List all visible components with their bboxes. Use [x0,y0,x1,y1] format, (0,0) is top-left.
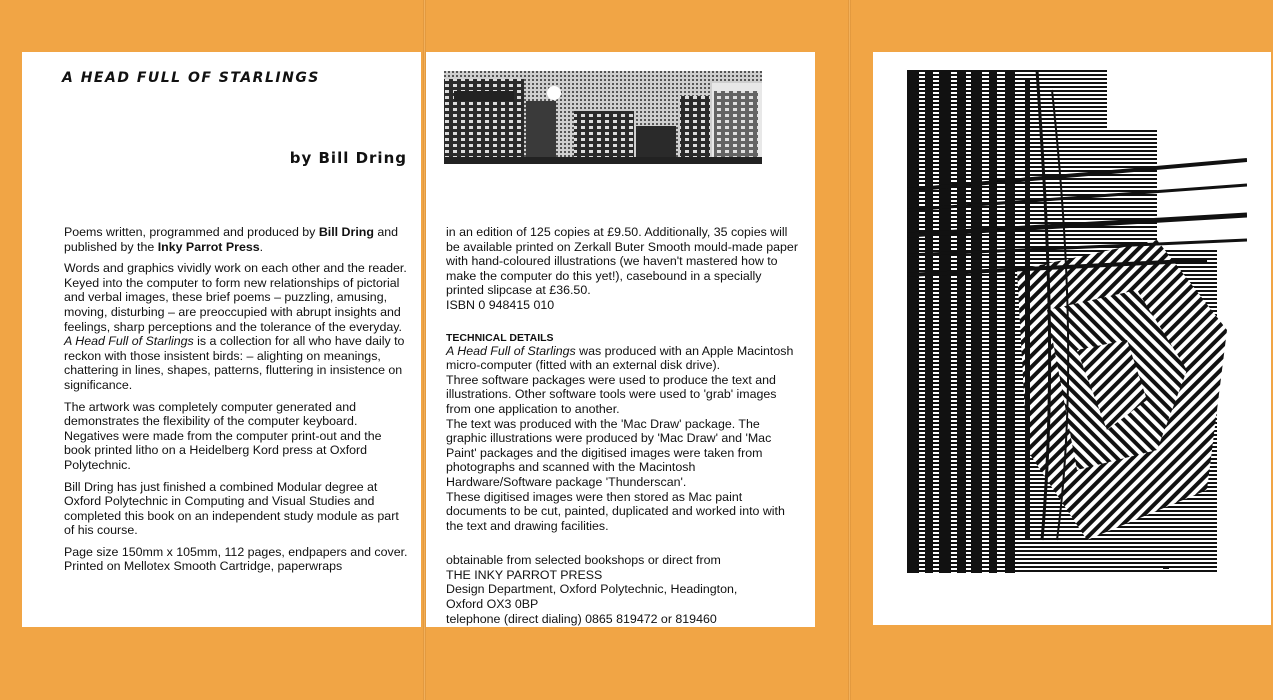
intro-author: Bill Dring [318,225,374,239]
tech-para-4: These digitised images were then stored as Mac paint documents to be cut, painted, duplicated and worked into with the text and drawing facilities. [446,489,785,533]
isbn: ISBN 0 948415 010 [446,297,555,312]
right-page [873,52,1271,625]
paragraph-artwork: The artwork was completely computer generated and demonstrates the flexibility of the computer keyboard. Negatives were made from the computer print-out and the book printed litho on a Heidelberg Kord press at Oxford Polytechnic. [64,399,382,472]
intro-paragraph [64,225,409,254]
intro-press: Inky Parrot Press [157,239,260,254]
city-image-strip [444,71,762,164]
address-line-2: Oxford OX3 0BP [446,597,539,612]
tech-para-1 [446,344,801,373]
intro-text: Poems written, programmed and produced by [64,225,319,239]
description-text [64,225,409,581]
book-title: A HEAD FULL OF STARLINGS [62,70,320,86]
author-byline: by Bill Dring [289,149,407,167]
para2-end: is a collection for all who have daily to reckon with those insistent birds: – alighting on meanings, chattering in lines, shapes, patterns, fluttering in insistence on significance. [64,334,405,392]
telephone: telephone (direct dialing) 0865 819472 or 819460 [446,611,717,626]
tech1-italic: A Head Full of Starlings [446,343,576,358]
paragraph-page-size: Page size 150mm x 105mm, 112 pages, endpapers and cover. Printed on Mellotex Smooth Cartridge, paperwraps [64,544,408,574]
left-page [22,52,421,627]
middle-text [446,225,801,626]
intro-text-middle: and published by the [64,225,399,254]
ordering-info [446,553,801,626]
tech-para-3: The text was produced with the 'Mac Draw' package. The graphic illustrations were produced by 'Mac Draw' and 'Mac Paint' packages and the digitised images were taken from photographs and scanned with the Macintosh Hardware/Software package 'Thunderscan'. [446,416,772,489]
intro-end: . [259,239,264,254]
edition-paragraph: in an edition of 125 copies at £9.50. Additionally, 35 copies will be available printed on Zerkall Buter Smooth mould-made paper with hand-coloured illustrations (we haven't mastered how to make the computer do this yet!), casebound in a specially printed slipcase at £36.50. [446,225,798,298]
tech-para-2: Three software packages were used to produce the text and illustrations. Other software tools were used to 'grab' images from one application to another. [446,372,777,416]
technical-details-heading: TECHNICAL DETAILS [446,331,554,344]
paragraph-words-graphics [64,261,409,392]
tech1-rest: was produced with an Apple Macintosh micro-computer (fitted with an external disk drive). [446,343,794,373]
para2-start: Words and graphics vividly work on each other and the reader. Keyed into the computer to form new relationships of pictorial and verbal images, these brief poems – puzzling, amusing, moving, disturbing – are preoccupied with abrupt insights and feelings, sharp perceptions and the tolerance of the everyday. [64,261,407,334]
press-name: THE INKY PARROT PRESS [446,567,603,582]
computer-art-illustration [907,70,1247,573]
address-line-1: Design Department, Oxford Polytechnic, Headington, [446,582,738,597]
middle-page [426,52,815,627]
page-mark [1163,567,1169,569]
fold-crease-right [848,0,851,700]
obtain-line: obtainable from selected bookshops or direct from [446,553,721,568]
para2-italic-title: A Head Full of Starlings [64,334,194,349]
paragraph-author-bio: Bill Dring has just finished a combined Modular degree at Oxford Polytechnic in Computing and Visual Studies and completed this book on an independent study module as part of his course. [64,479,399,538]
